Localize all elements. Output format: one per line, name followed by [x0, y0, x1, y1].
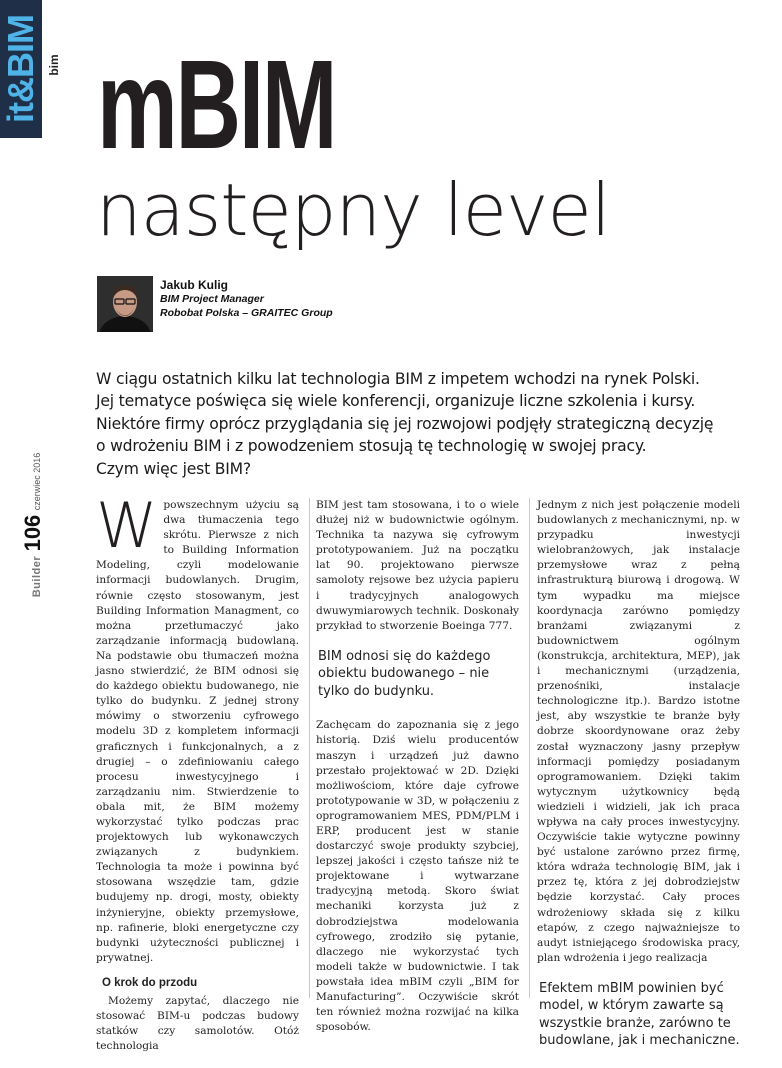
column-divider	[529, 498, 530, 998]
article-column-3	[537, 498, 740, 1068]
body-paragraph: Możemy zapytać, dlaczego nie stosować BIM-u podczas budowy statków czy samolotów. Otóż technologia	[96, 995, 299, 1053]
lead-line: Niektóre firmy oprócz przyglądania się jej rozwojowi podjęły strategiczną decyzję	[96, 414, 714, 433]
lead-line: Jej tematyce poświęca się wiele konferencji, organizuje liczne szkolenia i kursy.	[96, 392, 696, 411]
article-title: mBIM	[97, 34, 336, 175]
author-info	[160, 278, 333, 320]
pull-quote: BIM odnosi się do każdego obiektu budowanego – nie tylko do budynku.	[318, 648, 491, 699]
column-divider	[309, 498, 310, 998]
pull-quote: Efektem mBIM powinien być model, w którym zawarte są wszystkie branże, zarówno te budowlane, jak i mechaniczne.	[539, 980, 740, 1049]
body-paragraph: Wpowszechnym użyciu są dwa tłumaczenia tego skrótu. Pierwsze z nich to Building Information Modeling, czyli modelowanie informacji budowlanych. Drugim, równie często stosowanym, jest Building Information Managment, co można przetłumaczyć jako zarządzanie informacją budowlaną. Na podstawie obu tłumaczeń można jasno stwierdzić, że BIM odnosi się do każdego obiektu budowanego, nie tylko do budynku. Z jednej strony mówimy o stworzeniu cyfrowego modelu 3D z kompletem informacji graficznych i funkcjonalnych, a z drugiej – o zdefiniowaniu całego procesu inwestycyjnego i zarządzaniu nim. Stwierdzenie to obala mit, że BIM możemy wykorzystać tylko podczas prac projektowych lub wykonawczych związanych z budynkiem. Technologia ta może i powinna być stosowana wszędzie tam, gdzie budujemy np. drogi, mosty, obiekty inżynieryjne, obiekty przemysłowe, np. rafinerie, bloki energetyczne czy budynki użyteczności publicznej i prywatnej.	[96, 489, 299, 964]
lead-line: Czym więc jest BIM?	[96, 459, 252, 478]
article-column-2	[316, 498, 519, 1035]
lead-line: W ciągu ostatnich kilku lat technologia BIM z impetem wchodzi na rynek Polski.	[96, 370, 700, 388]
article-subtitle: następny level	[96, 168, 610, 252]
lead-line: o wdrożeniu BIM i z powodzeniem stosują tę technologię w swojej pracy.	[96, 437, 647, 456]
issue-date: czerwiec 2016	[32, 452, 42, 511]
section-label: bim	[47, 54, 61, 76]
page-number: 106	[20, 514, 45, 552]
body-paragraph: Zachęcam do zapoznania się z jego historią. Dziś wielu producentów maszyn i urządzeń już dawno przestało projektować w 2D. Dzięki możliwościom, które daje cyfrowe prototypowanie w 3D, w połączeniu z oprogramowaniem MES, PDM/PLM i ERP, producent jest w stanie dostarczyć swoje produkty szybciej, lepszej jakości i często tańsze niż te projektowane i wytwarzane tradycyjną metodą. Skoro świat mechaniki korzysta już z dobrodziejstwa modelowania cyfrowego, zrodziło się pytanie, dlaczego nie wykorzystać tych modeli także w budownictwie. I tak powstała idea mBIM czyli „BIM for Manufacturing”. Oczywiście skrót ten również można rozwijać na kilka sposobów.	[316, 719, 519, 1034]
author-role: BIM Project Manager	[160, 293, 264, 305]
body-paragraph: BIM jest tam stosowana, i to o wiele dłużej niż w budownictwie ogólnym. Technika ta nazywa się cyfrowym prototypowaniem. Już na początku lat 90. projektowano pierwsze samoloty rejsowe bez użycia papieru i tradycyjnych analogowych dwuwymiarowych technik. Doskonały przykład to stworzenie Boeinga 777.	[316, 499, 519, 632]
author-photo	[97, 276, 153, 332]
article-column-1	[96, 489, 299, 1054]
magazine-name: Builder	[31, 555, 43, 598]
section-subheading: O krok do przodu	[102, 976, 198, 989]
section-tab	[0, 0, 42, 138]
drop-cap: W	[96, 489, 158, 562]
body-paragraph: Jednym z nich jest połączenie modeli budowlanych z mechanicznymi, np. w przypadku inwestycji wielobranżowych, jak instalacje przemysłowe wraz z pełną infrastrukturą biurową i drogową. W tym wypadku ma miejsce koordynacja zarówno pomiędzy branżami związanymi z budownictwem ogólnym (konstrukcja, architektura, MEP), jak i mechanicznymi (urządzenia, przenośniki, instalacje technologiczne itp.). Bardzo istotne jest, aby wszystkie te branże były dobrze skoordynowane oraz żeby został wyznaczony jasny przepływ informacji pomiędzy posiadanym oprogramowaniem. Dzięki takim wytycznym użytkownicy będą wiedzieli i widzieli, jak ich praca wpływa na cały proces inwestycyjny. Oczywiście takie wytyczne powinny być ustalone zarówno przez firmę, która wdraża technologię BIM, jak i przez tę, która z jej dobrodziejstw będzie korzystać. Cały proces wdrożeniowy składa się z kilku etapów, z czego najważniejsze to audyt istniejącego środowiska pracy, plan wdrożenia i jego realizacja	[537, 499, 740, 964]
author-portrait-icon	[97, 276, 153, 332]
author-name: Jakub Kulig	[160, 278, 229, 292]
section-tab-label: it&BIM	[0, 15, 41, 123]
lead-paragraph	[96, 368, 714, 480]
page-info	[18, 430, 48, 620]
author-company: Robobat Polska – GRAITEC Group	[160, 307, 333, 319]
